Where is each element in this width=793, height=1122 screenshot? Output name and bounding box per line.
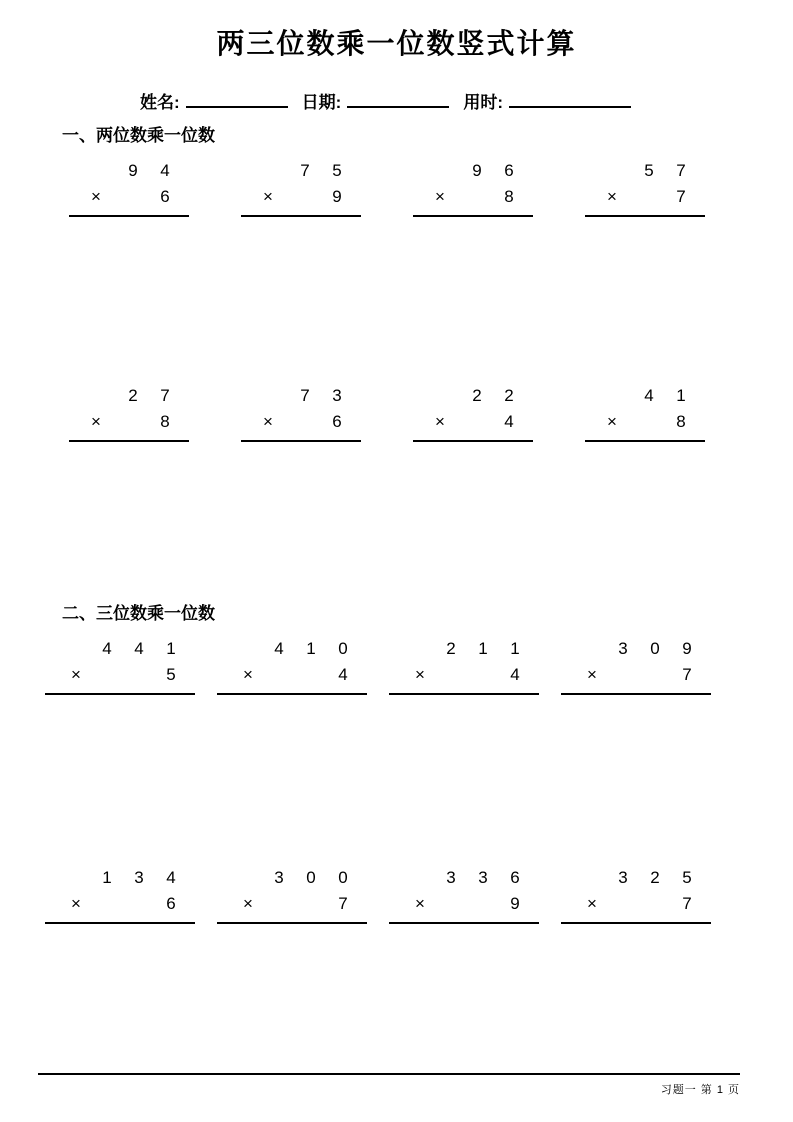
times-sign: × bbox=[607, 412, 617, 431]
footer-page-label: 习题一 第 1 页 bbox=[660, 1084, 740, 1096]
times-sign: × bbox=[243, 665, 253, 684]
multiplicand-digit: 7 bbox=[300, 386, 310, 405]
multiplicand-digit: 3 bbox=[618, 639, 628, 658]
multiplicand-digit: 1 bbox=[510, 639, 520, 658]
multiplier: 7 bbox=[338, 894, 348, 913]
times-sign: × bbox=[435, 412, 445, 431]
multiplicand bbox=[217, 636, 367, 662]
multiplication-problem bbox=[241, 158, 361, 217]
multiplier: 8 bbox=[504, 187, 514, 206]
multiplicand-digit: 2 bbox=[446, 639, 456, 658]
times-sign: × bbox=[263, 187, 273, 206]
multiplication-problem bbox=[413, 158, 533, 217]
multiplicand-digit: 1 bbox=[306, 639, 316, 658]
multiplicand-digit: 6 bbox=[504, 161, 514, 180]
multiplicand-digit: 2 bbox=[504, 386, 514, 405]
multiplicand bbox=[241, 158, 361, 184]
multiplicand-digit: 2 bbox=[128, 386, 138, 405]
times-sign: × bbox=[91, 187, 101, 206]
problem-row-4 bbox=[0, 865, 793, 924]
multiplicand-digit: 4 bbox=[102, 639, 112, 658]
multiplicand bbox=[241, 383, 361, 409]
multiplicand bbox=[45, 865, 195, 891]
multiplicand-digit: 5 bbox=[682, 868, 692, 887]
multiplicand-digit: 0 bbox=[338, 639, 348, 658]
multiplicand-digit: 2 bbox=[650, 868, 660, 887]
multiplicand-digit: 7 bbox=[300, 161, 310, 180]
multiplication-problem bbox=[241, 383, 361, 442]
multiplier: 9 bbox=[510, 894, 520, 913]
times-sign: × bbox=[415, 665, 425, 684]
multiplicand bbox=[413, 158, 533, 184]
multiplicand-digit: 0 bbox=[338, 868, 348, 887]
multiplier: 4 bbox=[338, 665, 348, 684]
multiplier: 4 bbox=[510, 665, 520, 684]
multiplicand bbox=[69, 158, 189, 184]
multiplicand bbox=[561, 636, 711, 662]
times-sign: × bbox=[91, 412, 101, 431]
multiplicand bbox=[45, 636, 195, 662]
multiplication-problem bbox=[585, 383, 705, 442]
multiplicand bbox=[561, 865, 711, 891]
multiplier: 6 bbox=[166, 894, 176, 913]
name-blank-line bbox=[186, 94, 288, 108]
multiplier: 8 bbox=[160, 412, 170, 431]
section-1-heading: 一、两位数乘一位数 bbox=[62, 126, 215, 145]
times-sign: × bbox=[263, 412, 273, 431]
multiplicand-digit: 9 bbox=[472, 161, 482, 180]
multiplier: 7 bbox=[682, 894, 692, 913]
multiplicand bbox=[413, 383, 533, 409]
multiplication-problem bbox=[389, 865, 539, 924]
multiplicand-digit: 1 bbox=[166, 639, 176, 658]
multiplier: 9 bbox=[332, 187, 342, 206]
multiplier: 8 bbox=[676, 412, 686, 431]
multiplication-problem bbox=[69, 158, 189, 217]
multiplicand-digit: 3 bbox=[134, 868, 144, 887]
multiplier: 7 bbox=[682, 665, 692, 684]
section-2-heading: 二、三位数乘一位数 bbox=[62, 604, 215, 623]
multiplicand-digit: 0 bbox=[306, 868, 316, 887]
multiplicand-digit: 9 bbox=[682, 639, 692, 658]
multiplicand-digit: 3 bbox=[332, 386, 342, 405]
multiplicand-digit: 3 bbox=[274, 868, 284, 887]
page-title: 两三位数乘一位数竖式计算 bbox=[216, 28, 577, 59]
multiplier: 5 bbox=[166, 665, 176, 684]
multiplicand-digit: 4 bbox=[274, 639, 284, 658]
multiplicand-digit: 1 bbox=[102, 868, 112, 887]
multiplication-problem bbox=[389, 636, 539, 695]
problem-row-1 bbox=[0, 158, 793, 217]
times-sign: × bbox=[607, 187, 617, 206]
multiplicand-digit: 9 bbox=[128, 161, 138, 180]
name-label: 姓名: bbox=[140, 93, 180, 112]
multiplication-problem bbox=[45, 636, 195, 695]
multiplicand-digit: 2 bbox=[472, 386, 482, 405]
problem-row-2 bbox=[0, 383, 793, 442]
multiplier: 7 bbox=[676, 187, 686, 206]
time-label: 用时: bbox=[463, 93, 504, 112]
times-sign: × bbox=[435, 187, 445, 206]
problem-row-3 bbox=[0, 636, 793, 695]
meta-fields-row bbox=[0, 88, 793, 112]
multiplicand bbox=[585, 158, 705, 184]
multiplication-problem bbox=[217, 636, 367, 695]
times-sign: × bbox=[71, 894, 81, 913]
multiplicand-digit: 3 bbox=[478, 868, 488, 887]
multiplier: 6 bbox=[332, 412, 342, 431]
multiplicand-digit: 5 bbox=[644, 161, 654, 180]
multiplicand-digit: 5 bbox=[332, 161, 342, 180]
multiplicand-digit: 4 bbox=[644, 386, 654, 405]
times-sign: × bbox=[243, 894, 253, 913]
multiplicand-digit: 7 bbox=[160, 386, 170, 405]
multiplication-problem bbox=[217, 865, 367, 924]
time-blank-line bbox=[509, 94, 631, 108]
multiplication-problem bbox=[413, 383, 533, 442]
multiplicand-digit: 4 bbox=[166, 868, 176, 887]
multiplier: 4 bbox=[504, 412, 514, 431]
multiplier: 6 bbox=[160, 187, 170, 206]
multiplication-problem bbox=[561, 865, 711, 924]
multiplicand-digit: 4 bbox=[160, 161, 170, 180]
multiplicand-digit: 4 bbox=[134, 639, 144, 658]
times-sign: × bbox=[587, 665, 597, 684]
times-sign: × bbox=[415, 894, 425, 913]
date-blank-line bbox=[347, 94, 449, 108]
times-sign: × bbox=[71, 665, 81, 684]
multiplication-problem bbox=[561, 636, 711, 695]
date-label: 日期: bbox=[301, 93, 342, 112]
multiplicand-digit: 0 bbox=[650, 639, 660, 658]
multiplicand-digit: 1 bbox=[478, 639, 488, 658]
multiplicand-digit: 1 bbox=[676, 386, 686, 405]
footer-divider bbox=[38, 1073, 740, 1075]
multiplicand bbox=[389, 636, 539, 662]
multiplicand bbox=[585, 383, 705, 409]
multiplicand bbox=[389, 865, 539, 891]
multiplication-problem bbox=[69, 383, 189, 442]
multiplicand-digit: 3 bbox=[618, 868, 628, 887]
multiplication-problem bbox=[585, 158, 705, 217]
multiplication-problem bbox=[45, 865, 195, 924]
times-sign: × bbox=[587, 894, 597, 913]
multiplicand bbox=[217, 865, 367, 891]
multiplicand bbox=[69, 383, 189, 409]
multiplicand-digit: 6 bbox=[510, 868, 520, 887]
multiplicand-digit: 3 bbox=[446, 868, 456, 887]
multiplicand-digit: 7 bbox=[676, 161, 686, 180]
